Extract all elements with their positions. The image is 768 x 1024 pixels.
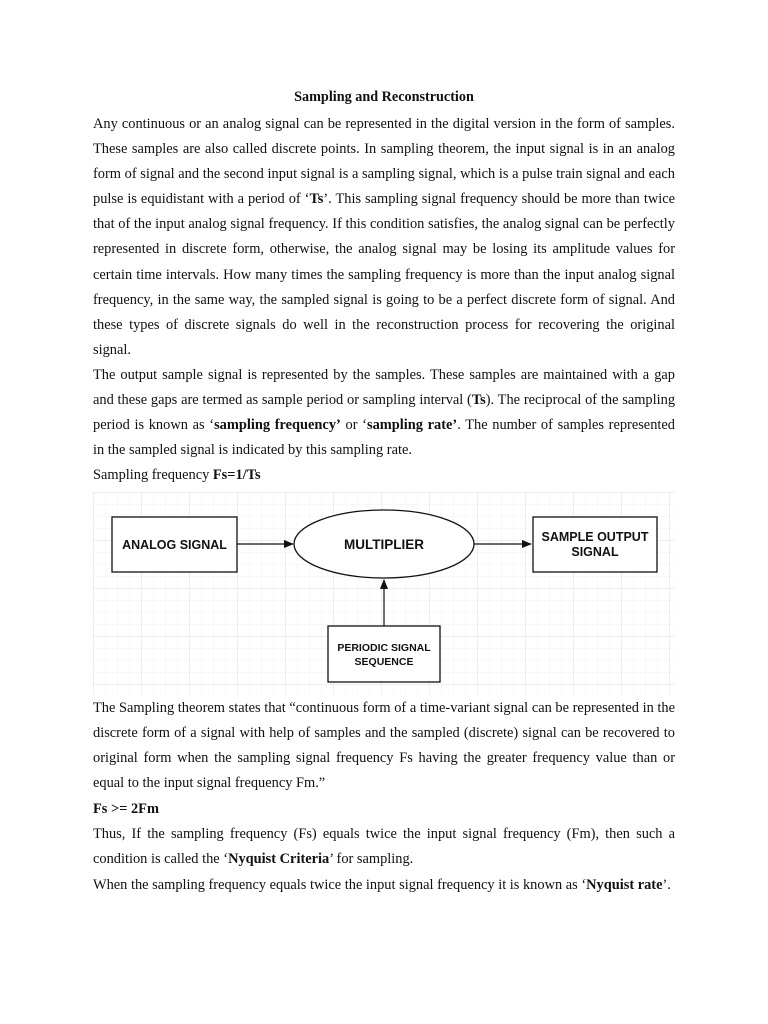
formula-prefix: Sampling frequency <box>93 467 213 483</box>
periodic-label-line-1: PERIODIC SIGNAL <box>337 642 431 654</box>
multiplier-label: MULTIPLIER <box>344 537 424 552</box>
bold-term-sampling-frequency: sampling frequency’ <box>214 417 341 434</box>
sample-output-signal-block <box>533 517 657 572</box>
diagram-canvas <box>93 492 675 694</box>
paragraph-text: Thus, If the sampling frequency (Fs) equals twice the input signal frequency (Fm), then such a condition is called the ‘ <box>93 826 675 868</box>
multiplier-block <box>294 510 474 578</box>
paragraph-sampling-intro <box>93 112 675 363</box>
analog-signal-block <box>112 517 237 572</box>
paragraph-text: ’. <box>662 877 671 893</box>
formula-fs-2fm <box>93 797 675 822</box>
bold-term-ts: Ts <box>471 392 486 409</box>
paragraph-nyquist-criteria <box>93 822 675 872</box>
periodic-signal-sequence-block <box>328 626 440 682</box>
sample-output-label-line-2: SIGNAL <box>571 545 619 559</box>
paragraph-text: When the sampling frequency equals twice the input signal frequency it is known as ‘ <box>93 877 587 893</box>
paragraph-text: ). The reciprocal of the sampling period is known as ‘ <box>93 392 676 434</box>
paragraph-text: Any continuous or an analog signal can be represented in the digital version in the form of samples. These samples are also called discrete points. In sampling theorem, the input signal is in an analog form of signal and the second input signal is a sampling signal, which is a pulse train signal and each pulse is equidistant with a period of ‘ <box>93 116 675 208</box>
bold-term-sampling-rate: sampling rate’ <box>366 417 458 434</box>
sampling-block-diagram <box>93 492 675 694</box>
periodic-label-line-2: SEQUENCE <box>354 656 414 668</box>
formula-fs-2fm-text: Fs >= 2Fm <box>93 801 159 817</box>
paragraph-text: ’ for sampling. <box>329 851 414 868</box>
paragraph-nyquist-rate <box>93 873 675 898</box>
bold-term-nyquist-criteria: Nyquist Criteria <box>228 851 330 868</box>
sample-output-label-line-1: SAMPLE OUTPUT <box>541 530 649 544</box>
document-title: Sampling and Reconstruction <box>294 89 474 105</box>
bold-term-nyquist-rate: Nyquist rate <box>586 877 663 893</box>
paragraph-text: or ‘ <box>340 417 367 434</box>
paragraph-sampling-theorem: The Sampling theorem states that “continuous form of a time-variant signal can be represented in the discrete form of a signal with help of samples and the sampled (discrete) signal can be recovered to original form when the sampling signal frequency Fs having the greater frequency value than or equal to the input signal frequency Fm.” <box>93 700 675 792</box>
paragraph-text: . The number of samples represented in the sampled signal is indicated by this sampling rate. <box>93 417 675 459</box>
paragraph-text: ’. This sampling signal frequency should be more than twice that of the input analog signal frequency. If this condition satisfies, the analog signal can be perfectly represented in discrete form, otherwise, the analog signal may be losing its amplitude values for certain time intervals. How many times the sampling frequency is more than the input analog signal frequency, in the same way, the sampled signal is going to be a perfect discrete form of signal. And these types of discrete signals do well in the reconstruction process for recovering the original signal. <box>93 191 675 358</box>
formula-line-sampling-frequency <box>93 463 675 488</box>
formula-fs-1-ts: Fs=1/Ts <box>212 467 261 483</box>
analog-signal-label: ANALOG SIGNAL <box>122 538 227 552</box>
paragraph-text: The output sample signal is represented by the samples. These samples are maintained with a gap and these gaps are termed as sample period or sampling interval ( <box>93 367 675 409</box>
paragraph-sample-period <box>93 363 675 463</box>
bold-term-ts: Ts <box>309 191 324 208</box>
